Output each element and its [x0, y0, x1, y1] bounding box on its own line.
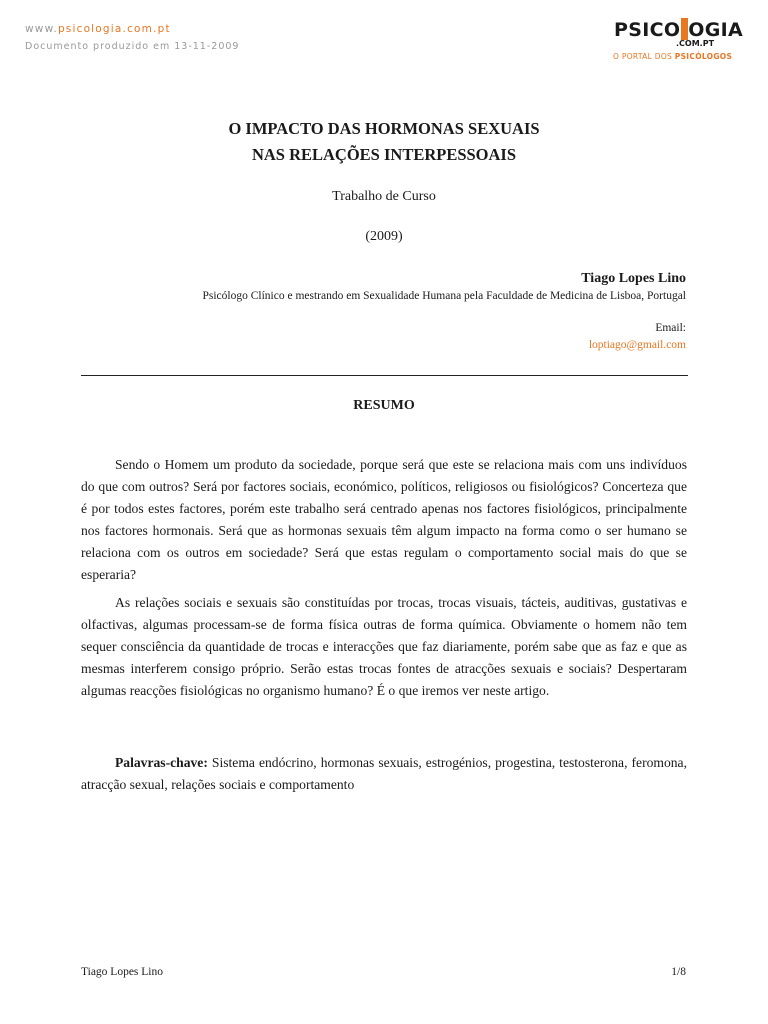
email-label: Email:: [655, 322, 686, 334]
keywords: [81, 752, 687, 796]
doc-title-line1: O IMPACTO DAS HORMONAS SEXUAIS: [228, 119, 540, 138]
logo-word-left: PSICO: [614, 19, 681, 41]
doc-title-line2: NAS RELAÇÕES INTERPESSOAIS: [251, 145, 517, 164]
site-url[interactable]: [25, 23, 171, 35]
logo-tagline-a: O PORTAL DOS: [613, 52, 675, 61]
logo-domain: .COM.PT: [676, 39, 715, 48]
logo-l-mark: [681, 18, 688, 40]
abstract-paragraph-1: Sendo o Homem um produto da sociedade, porque será que este se relaciona mais com uns indivíduos do que com outros? Será por factores sociais, económico, políticos, religiosos ou fisiológicos? Concerteza que é por todos estes factores, porém este trabalho será centrado apenas nos factores fisiológicos, principalmente nos factores hormonais. Será que as hormonas sexuais têm algum impacto na forma como o ser humano se relaciona com os outros em sociedade? Será que estas regulam o comportamento social mais do que se esperaria?: [81, 457, 687, 582]
author-name: Tiago Lopes Lino: [581, 271, 686, 286]
logo-wordmark: [614, 18, 743, 41]
logo-tagline: [613, 52, 732, 61]
abstract-paragraph-2: As relações sociais e sexuais são constituídas por trocas, trocas visuais, tácteis, auditivas, gustativas e olfactivas, algumas processam-se de forma física outras de forma química. Obviamente o homem não tem sequer consciência da quantidade de trocas e interacções que faz diariamente, porém sabe que as faz e que as mesmas interferem consigo próprio. Serão estas trocas fontes de atracções sexuais e sociais? Despertaram algumas reacções fisiológicas no organismo humano? É o que iremos ver neste artigo.: [81, 595, 687, 698]
author-affiliation: Psicólogo Clínico e mestrando em Sexualidade Humana pela Faculdade de Medicina de Lisboa, Portugal: [202, 290, 686, 302]
email-link[interactable]: loptiago@gmail.com: [588, 339, 686, 351]
keywords-label: Palavras-chave:: [115, 755, 208, 770]
site-url-prefix: www.: [25, 23, 58, 35]
production-date: Documento produzido em 13-11-2009: [25, 41, 240, 52]
footer-author: Tiago Lopes Lino: [81, 966, 163, 978]
doc-year: (2009): [365, 229, 403, 244]
psicologia-logo[interactable]: [612, 18, 742, 66]
keywords-text: Sistema endócrino, hormonas sexuais, estrogénios, progestina, testosterona, feromona, atracção sexual, relações sociais e comportamento: [81, 755, 687, 792]
logo-word-right: OGIA: [688, 19, 744, 41]
logo-tagline-b: PSICÓLOGOS: [674, 52, 733, 61]
abstract-heading: RESUMO: [353, 398, 415, 413]
divider-rule: [81, 375, 688, 376]
doc-subtitle: Trabalho de Curso: [332, 189, 436, 204]
site-url-domain: psicologia.com.pt: [57, 23, 171, 35]
page-number: 1/8: [671, 966, 686, 978]
